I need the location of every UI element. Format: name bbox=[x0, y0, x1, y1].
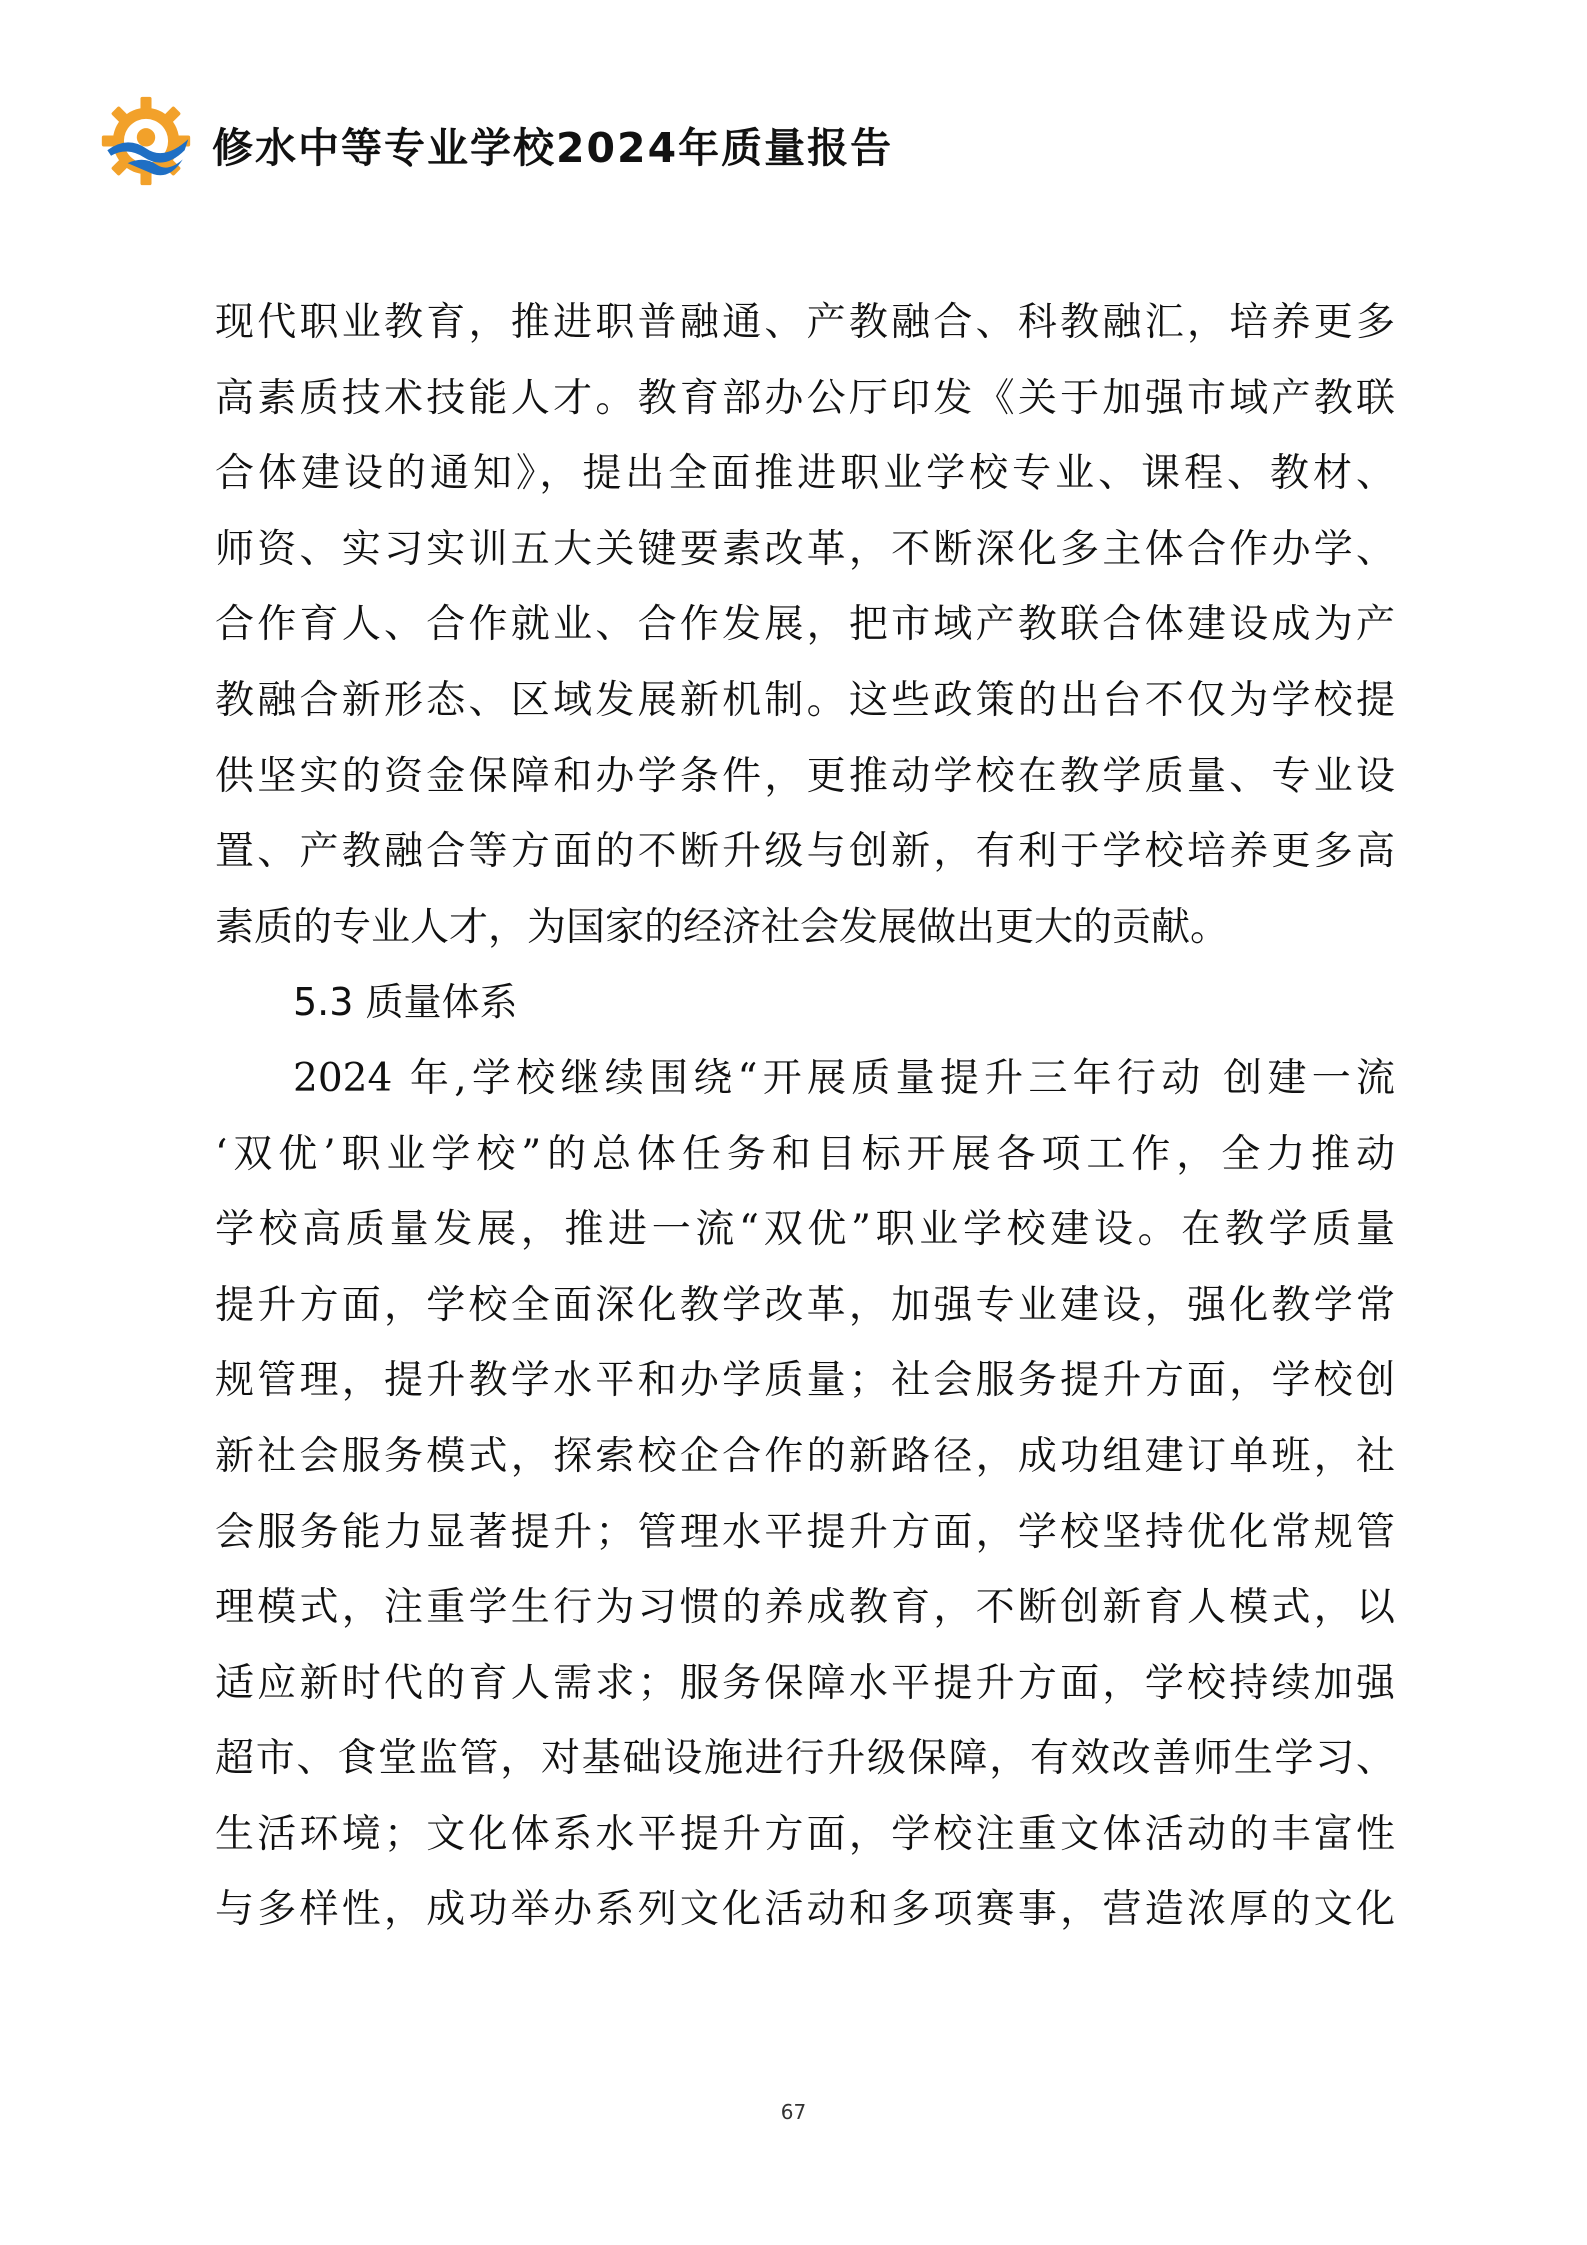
text-line: 规管理，提升教学水平和办学质量；社会服务提升方面，学校创 bbox=[215, 1358, 1395, 1404]
page-number: 67 bbox=[780, 2100, 807, 2124]
text-line: 理模式，注重学生行为习惯的养成教育，不断创新育人模式，以 bbox=[215, 1585, 1395, 1631]
school-logo-icon bbox=[100, 95, 192, 187]
document-body bbox=[215, 285, 1395, 1948]
text-line: ‘双优’职业学校”的总体任务和目标开展各项工作，全力推动 bbox=[215, 1131, 1395, 1177]
report-title: 修水中等专业学校2024年质量报告 bbox=[212, 124, 894, 172]
text-line: 与多样性，成功举办系列文化活动和多项赛事，营造浓厚的文化 bbox=[215, 1887, 1395, 1933]
text-line: 合体建设的通知》，提出全面推进职业学校专业、课程、教材、 bbox=[215, 451, 1395, 497]
paragraph bbox=[215, 285, 1395, 965]
text-line: 新社会服务模式，探索校企合作的新路径，成功组建订单班，社 bbox=[215, 1433, 1395, 1479]
text-line: 适应新时代的育人需求；服务保障水平提升方面，学校持续加强 bbox=[215, 1660, 1395, 1706]
text-line: 师资、实习实训五大关键要素改革，不断深化多主体合作办学、 bbox=[215, 526, 1395, 572]
text-line: 供坚实的资金保障和办学条件，更推动学校在教学质量、专业设 bbox=[215, 753, 1395, 799]
text-line: 教融合新形态、区域发展新机制。这些政策的出台不仅为学校提 bbox=[215, 677, 1395, 723]
text-line: 会服务能力显著提升；管理水平提升方面，学校坚持优化常规管 bbox=[215, 1509, 1395, 1555]
text-line: 超市、食堂监管，对基础设施进行升级保障，有效改善师生学习、 bbox=[215, 1736, 1395, 1782]
text-line: 素质的专业人才，为国家的经济社会发展做出更大的贡献。 bbox=[215, 904, 1230, 950]
text-line: 置、产教融合等方面的不断升级与创新，有利于学校培养更多高 bbox=[215, 829, 1395, 875]
paragraph bbox=[215, 1041, 1395, 1948]
section-heading: 5.3 质量体系 bbox=[293, 980, 518, 1025]
text-line: 提升方面，学校全面深化教学改革，加强专业建设，强化教学常 bbox=[215, 1282, 1395, 1328]
text-line: 合作育人、合作就业、合作发展，把市域产教联合体建设成为产 bbox=[215, 602, 1395, 648]
page-header bbox=[100, 95, 1400, 190]
text-line: 高素质技术技能人才。教育部办公厅印发《关于加强市域产教联 bbox=[215, 375, 1395, 421]
text-line: 学校高质量发展，推进一流“双优”职业学校建设。在教学质量 bbox=[215, 1207, 1395, 1253]
text-line: 生活环境；文化体系水平提升方面，学校注重文体活动的丰富性 bbox=[215, 1811, 1395, 1857]
text-line: 2024 年,学校继续围绕“开展质量提升三年行动 创建一流 bbox=[293, 1055, 1395, 1101]
text-line: 现代职业教育，推进职普融通、产教融合、科教融汇，培养更多 bbox=[215, 300, 1395, 345]
